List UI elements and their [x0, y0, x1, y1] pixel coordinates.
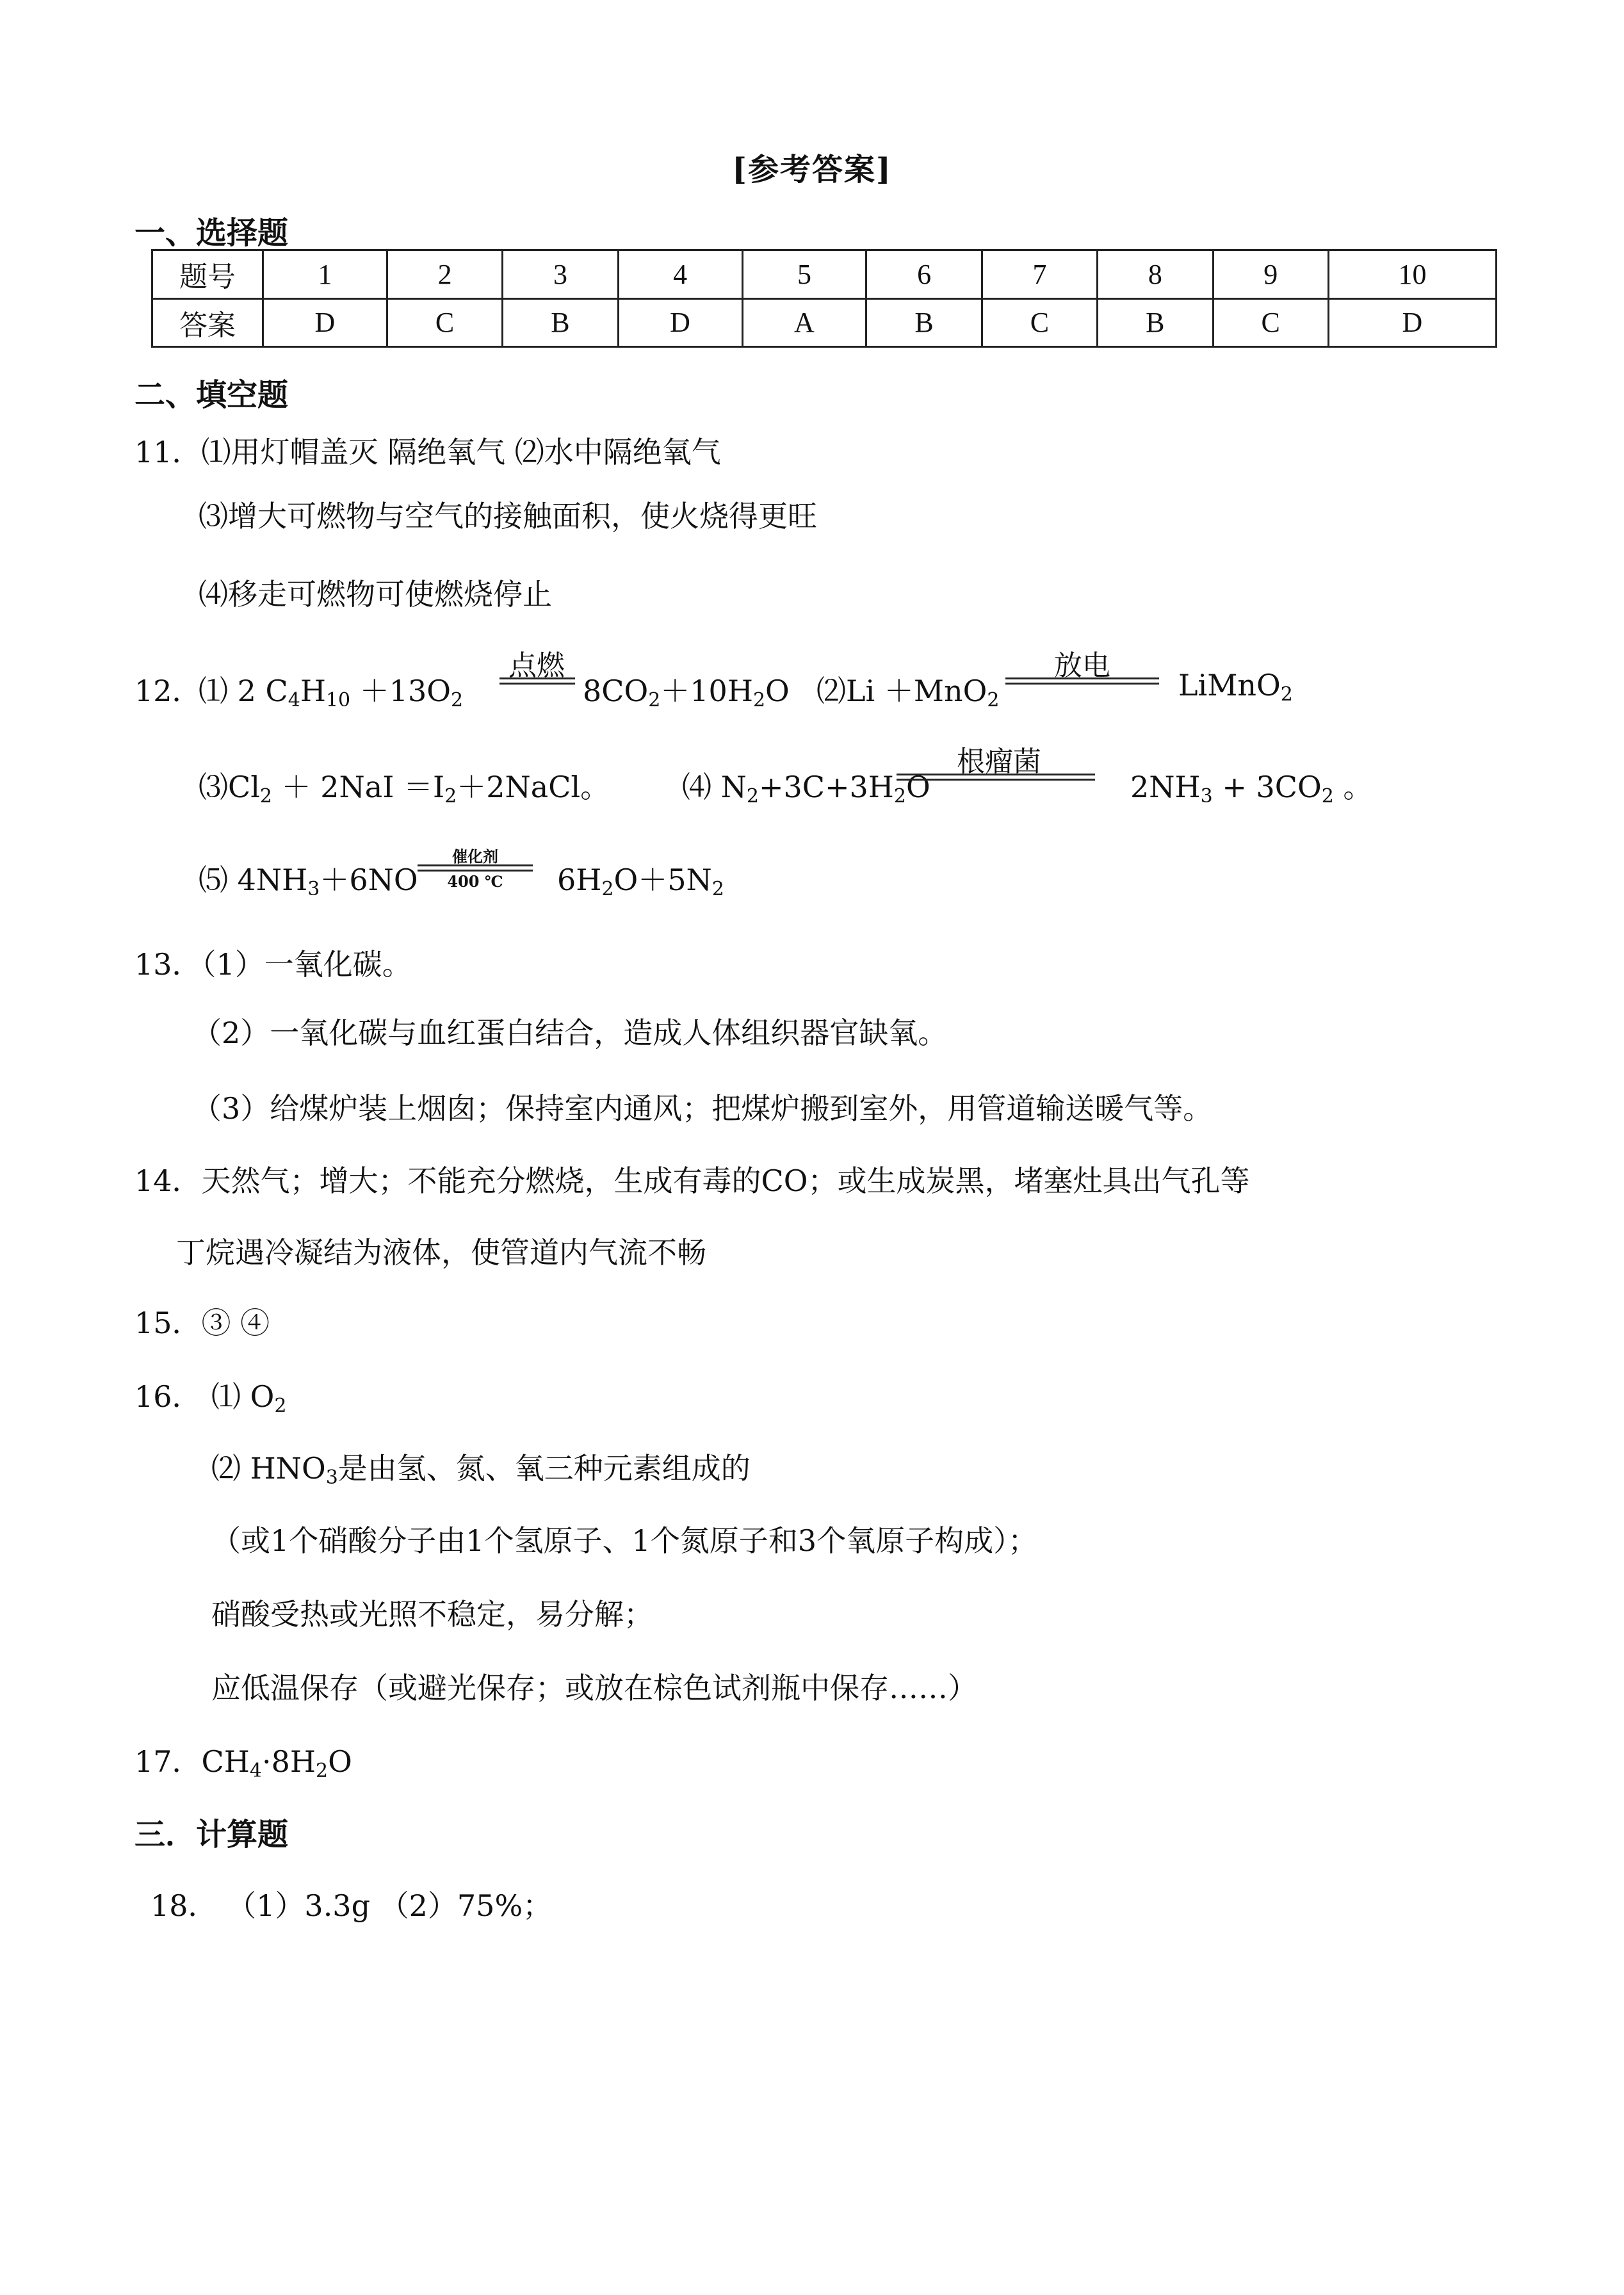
equation-2-double-line	[1005, 677, 1159, 685]
equation-3: $⑶Cl_2 + 2NaI$ $=I_2+2NaCl$。	[199, 770, 610, 807]
equation-2-condition: 放电	[1054, 649, 1110, 682]
q13-line-1: 13．（1）一氧化碳。	[134, 947, 412, 982]
table-cell: D	[263, 298, 387, 347]
equation-2-products: LiMnO$_2$	[1178, 668, 1293, 706]
q11-line-1: 11．⑴用灯帽盖灭 隔绝氧气 ⑵水中隔绝氧气	[134, 435, 721, 469]
equation-4-condition: 根瘤菌	[957, 745, 1041, 778]
table-cell: C	[982, 298, 1097, 347]
equation-1-products: $8CO_2+10H_2O$	[583, 674, 790, 711]
equation-4-double-line	[897, 774, 1095, 781]
table-row	[152, 250, 1497, 299]
table-cell: D	[1328, 298, 1496, 347]
equation-1-condition: 点燃	[508, 649, 565, 682]
q16-line-1: ⑴ $O_2$	[211, 1379, 287, 1417]
q15-line: 15．③ ④	[134, 1306, 270, 1340]
page-title: [参考答案]	[732, 152, 892, 188]
table-cell: 1	[263, 250, 387, 299]
q16-line-5: 应低温保存（或避光保存；或放在棕色试剂瓶中保存……）	[211, 1671, 977, 1705]
table-cell: 3	[503, 250, 618, 299]
q13-line-2: （2）一氧化碳与血红蛋白结合，造成人体组织器官缺氧。	[192, 1016, 948, 1050]
equation-5-products: $6H_2O+5N_2$	[557, 863, 724, 900]
section-heading-fill: 二、填空题	[134, 377, 289, 413]
section-heading-choice: 一、选择题	[134, 215, 289, 251]
table-cell: C	[1213, 298, 1328, 347]
table-cell: C	[387, 298, 502, 347]
equation-1-reactants: ⑴ 2 $C_4H_{10} +13O_2$	[199, 674, 464, 711]
table-cell: B	[503, 298, 618, 347]
equation-4-products: $2NH_3 + 3CO_2$ 。	[1130, 770, 1373, 807]
q14-line-2: 丁烷遇冷凝结为液体，使管道内气流不畅	[176, 1235, 706, 1270]
table-cell: 10	[1328, 250, 1496, 299]
table-cell: D	[618, 298, 742, 347]
table-cell: 6	[866, 250, 982, 299]
table-cell: 8	[1098, 250, 1213, 299]
q16-line-4: 硝酸受热或光照不稳定，易分解；	[211, 1597, 653, 1632]
table-cell: 9	[1213, 250, 1328, 299]
q11-line-2: ⑶增大可燃物与空气的接触面积，使火烧得更旺	[199, 499, 817, 533]
section-heading-calc: 三．计算题	[134, 1817, 289, 1853]
q17-line: 17．$CH_4\cdot 8H_2O$	[134, 1744, 352, 1782]
table-cell: 7	[982, 250, 1097, 299]
table-cell: B	[866, 298, 982, 347]
q18-line: 18． （1）3.3g （2）75%；	[150, 1888, 553, 1923]
answer-table	[151, 249, 1497, 348]
table-cell: 4	[618, 250, 742, 299]
table-row-header: 题号	[152, 250, 263, 299]
equation-5-reactants: ⑸ $4NH_3+6NO$	[199, 863, 418, 900]
q16-number: 16．	[134, 1379, 202, 1414]
table-row	[152, 298, 1497, 347]
q16-line-3: （或1个硝酸分子由1个氢原子、1个氮原子和3个氧原子构成）；	[211, 1523, 1038, 1558]
table-cell: A	[742, 298, 866, 347]
q13-line-3: （3）给煤炉装上烟囱；保持室内通风；把煤炉搬到室外，用管道输送暖气等。	[192, 1091, 1213, 1126]
equation-4-reactants: ⑷ $N_2+3C+3H_2O$	[682, 770, 930, 807]
q16-line-2: ⑵ $HNO_3$是由氢、氮、氧三种元素组成的	[211, 1451, 751, 1489]
q12-number: 12．	[134, 674, 202, 708]
equation-5-double-line	[418, 864, 533, 872]
equation-5-temperature: 400 ℃	[447, 872, 503, 891]
q14-line-1: 14．天然气；增大；不能充分燃烧，生成有毒的CO；或生成炭黑，堵塞灶具出气孔等	[134, 1164, 1250, 1198]
table-cell: 5	[742, 250, 866, 299]
equation-2-reactants: ⑵Li ＋MnO$_2$	[816, 674, 1000, 711]
table-cell: B	[1098, 298, 1213, 347]
table-cell: 2	[387, 250, 502, 299]
table-row-header: 答案	[152, 298, 263, 347]
equation-1-double-line	[499, 677, 575, 685]
q11-line-3: ⑷移走可燃物可使燃烧停止	[199, 577, 552, 612]
equation-5-catalyst: 催化剂	[452, 847, 498, 866]
